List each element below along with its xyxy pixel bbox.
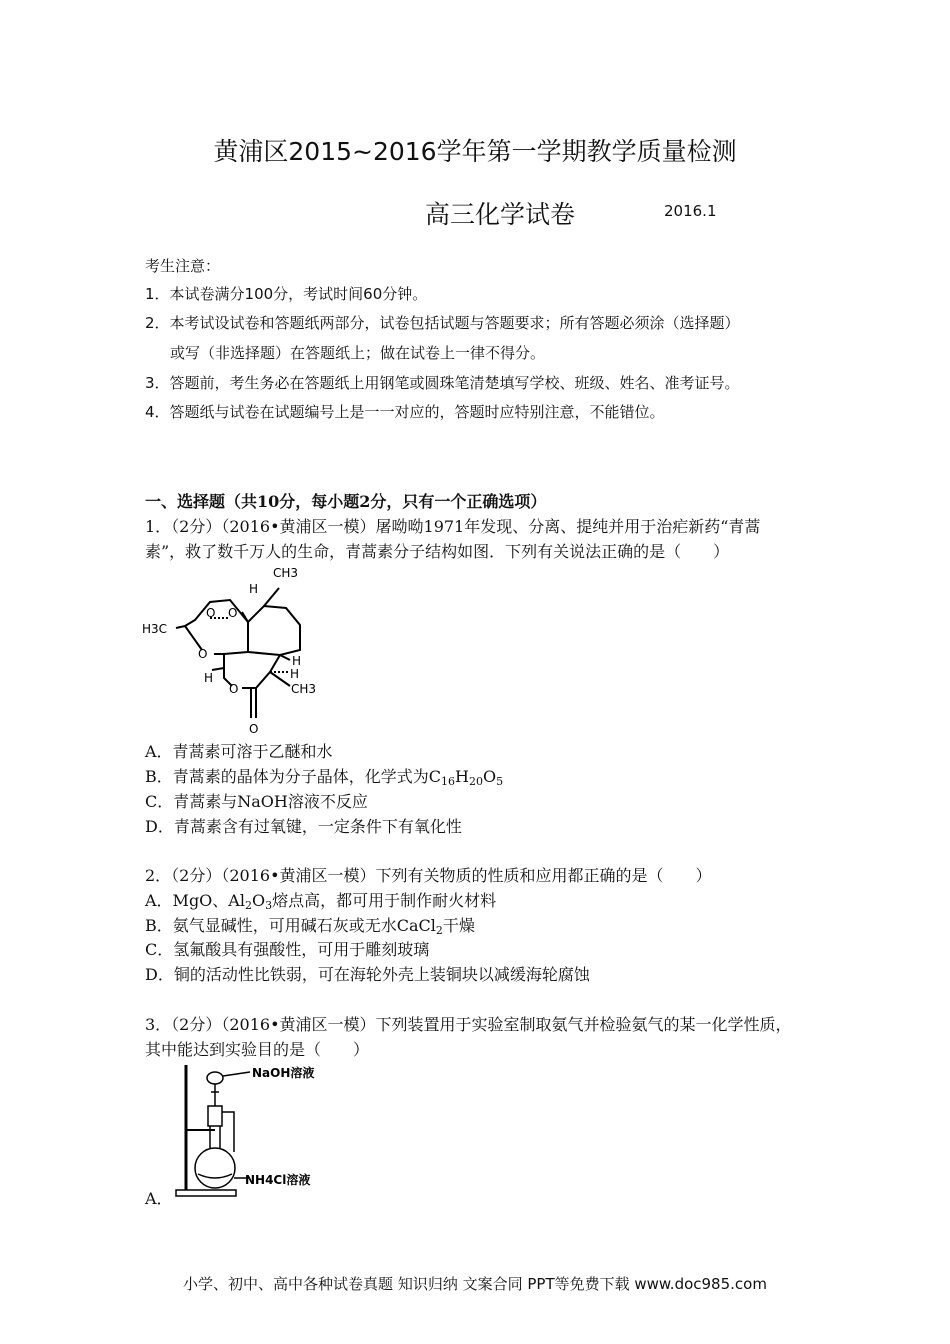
nh4cl-label: NH4Cl溶液 (245, 1173, 311, 1187)
notice-heading: 考生注意： (145, 257, 221, 275)
option-c: C．氢氟酸具有强酸性，可用于雕刻玻璃 (145, 940, 430, 959)
o-label: O (198, 647, 208, 661)
notice-item: 4．答题纸与试卷在试题编号上是一一对应的，答题时应特别注意，不能错位。 (145, 403, 665, 421)
page-footer: 小学、初中、高中各种试卷真题 知识归纳 文案合同 PPT等免费下载 www.doc985.com (183, 1275, 767, 1293)
option-a: A．MgO、$Al_2O_3$熔点高，都可用于制作耐火材料 (145, 891, 497, 912)
notice-item: 2．本考试设试卷和答题纸两部分，试卷包括试题与答题要求；所有答题必须涂（选择题） (145, 314, 740, 332)
exam-date: 2016.1 (664, 202, 717, 220)
exam-subtitle: 高三化学试卷 (425, 200, 576, 229)
option-b: B．氨气显碱性，可用碱石灰或无水CaCl$_2$干燥 (145, 916, 475, 937)
o-label: O (206, 606, 216, 620)
o-label: O (228, 606, 238, 620)
o-label: O (249, 722, 259, 736)
option-a: A． (145, 1189, 173, 1208)
question-2-stem: 2．（2分）（2016•黄浦区一模）下列有关物质的性质和应用都正确的是（ ） (145, 866, 712, 885)
notice-item: 或写（非选择题）在答题纸上；做在试卷上一律不得分。 (170, 344, 546, 362)
notice-item: 3．答题前，考生务必在答题纸上用钢笔或圆珠笔清楚填写学校、班级、姓名、准考证号。 (145, 374, 740, 392)
h-label: H (249, 582, 259, 596)
artemisinin-structure (140, 560, 340, 740)
h3c-label: H3C (142, 622, 168, 636)
apparatus-diagram (170, 1060, 330, 1200)
option-d: D．青蒿素含有过氧键，一定条件下有氧化性 (145, 817, 462, 836)
ch3-label: CH3 (291, 682, 317, 696)
question-3-stem: 其中能达到实验目的是（ ） (145, 1040, 370, 1059)
section-heading: 一、选择题（共10分，每小题2分，只有一个正确选项） (145, 492, 547, 511)
o-label: O (229, 682, 239, 696)
option-b: B．青蒿素的晶体为分子晶体，化学式为$C_{16}H_{20}O_5$ (145, 767, 504, 788)
h-label: H (292, 654, 302, 668)
option-c: C．青蒿素与NaOH溶液不反应 (145, 792, 368, 811)
option-a: A．青蒿素可溶于乙醚和水 (145, 742, 333, 761)
question-3-stem: 3．（2分）（2016•黄浦区一模）下列装置用于实验室制取氨气并检验氨气的某一化学性质， (145, 1015, 792, 1034)
option-d: D．铜的活动性比铁弱，可在海轮外壳上装铜块以减缓海轮腐蚀 (145, 965, 590, 984)
exam-title: 黄浦区2015~2016学年第一学期教学质量检测 (213, 137, 737, 166)
question-1-stem: 素”，救了数千万人的生命，青蒿素分子结构如图．下列有关说法正确的是（ ） (145, 542, 730, 561)
naoh-label: NaOH溶液 (252, 1066, 315, 1080)
question-1-stem: 1．（2分）（2016•黄浦区一模）屠呦呦1971年发现、分离、提纯并用于治疟新药“青蒿 (145, 517, 761, 536)
h-label: H (204, 671, 214, 685)
h-label: H (290, 667, 300, 681)
ch3-label: CH3 (273, 566, 299, 580)
notice-item: 1．本试卷满分100分，考试时间60分钟。 (145, 285, 428, 303)
